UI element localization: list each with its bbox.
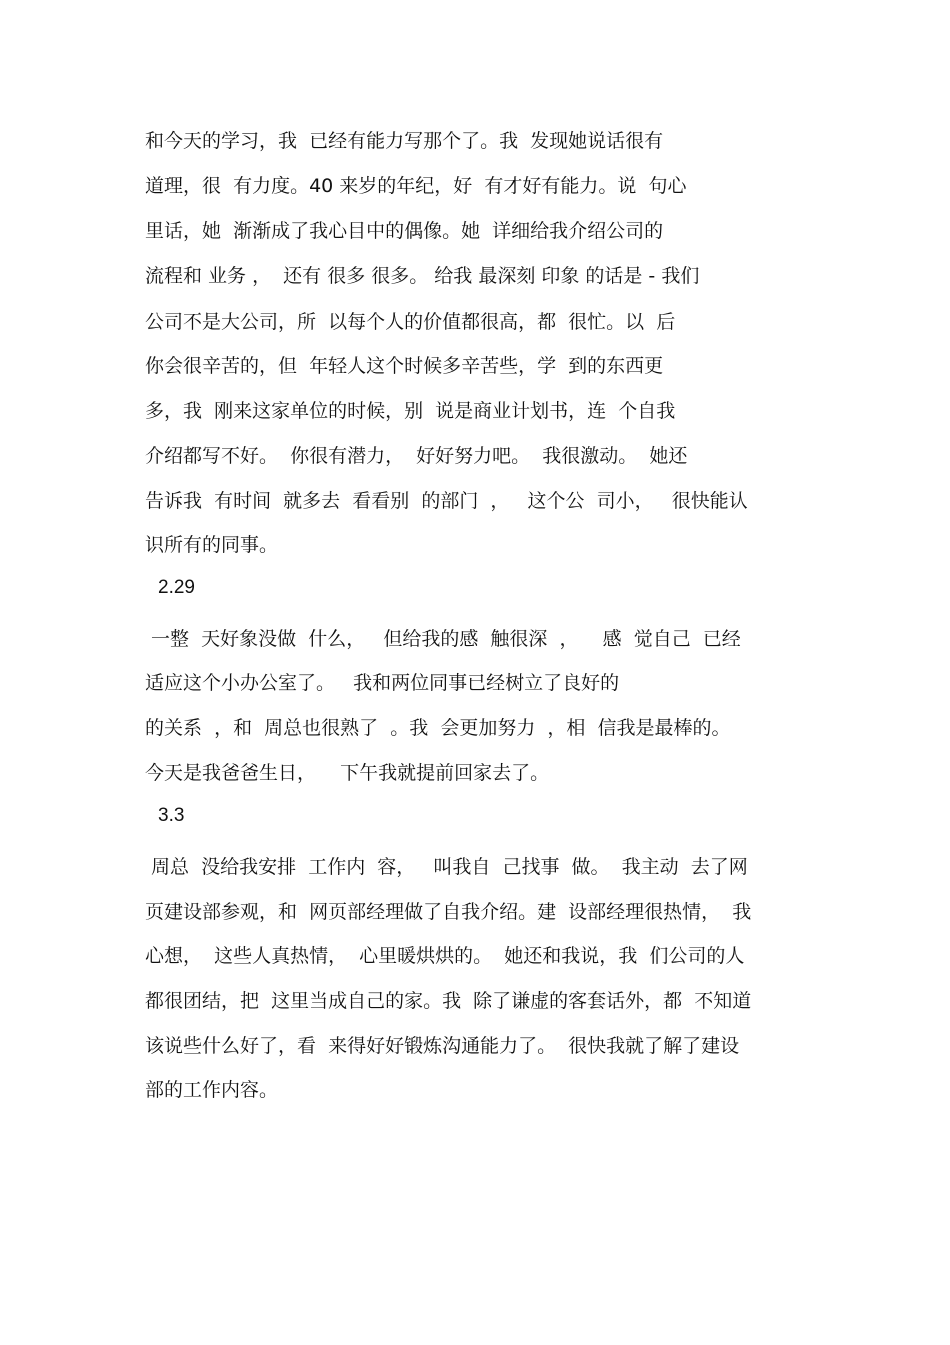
paragraph-line: 的关系 ，和 周总也很熟了 。我 会更加努力 ，相 信我是最棒的。 (145, 717, 731, 739)
paragraph-line: 心想， 这些人真热情， 心里暖烘烘的。 她还和我说，我 们公司的人 (145, 945, 745, 967)
paragraph-line: 告诉我 有时间 就多去 看看别 的部门 ， 这个公 司小， 很快能认 (145, 490, 748, 512)
paragraph-line: 今天是我爸爸生日， 下午我就提前回家去了。 (145, 762, 550, 784)
entry-date-heading: 3.3 (158, 805, 185, 826)
paragraph-line: 一整 天好象没做 什么， 但给我的感 触很深 ， 感 觉自己 已经 (145, 628, 741, 650)
paragraph-line: 流程和 业务 ， 还有 很多 很多。 给我 最深刻 印象 的话是 - 我们 (145, 265, 700, 287)
paragraph-line: 多，我 刚来这家单位的时候，别 说是商业计划书，连 个自我 (145, 400, 676, 422)
paragraph-line: 识所有的同事。 (145, 534, 279, 556)
paragraph-line: 道理，很 有力度。40 来岁的年纪，好 有才好有能力。说 句心 (145, 175, 687, 197)
paragraph-line: 周总 没给我安排 工作内 容， 叫我自 己找事 做。 我主动 去了网 (145, 856, 748, 878)
paragraph-line: 介绍都写不好。 你很有潜力， 好好努力吧。 我很激动。 她还 (145, 445, 688, 467)
paragraph-line: 该说些什么好了，看 来得好好锻炼沟通能力了。 很快我就了解了建设 (145, 1035, 740, 1057)
paragraph-line: 里话，她 渐渐成了我心目中的偶像。她 详细给我介绍公司的 (145, 220, 664, 242)
paragraph-line: 页建设部参观，和 网页部经理做了自我介绍。建 设部经理很热情， 我 (145, 901, 752, 923)
entry-date-heading: 2.29 (158, 577, 195, 598)
paragraph-line: 部的工作内容。 (145, 1079, 279, 1101)
paragraph-line: 都很团结，把 这里当成自己的家。我 除了谦虚的客套话外，都 不知道 (145, 990, 752, 1012)
paragraph-line: 和今天的学习，我 已经有能力写那个了。我 发现她说话很有 (145, 130, 664, 152)
paragraph-line: 你会很辛苦的，但 年轻人这个时候多辛苦些，学 到的东西更 (145, 355, 664, 377)
paragraph-line: 公司不是大公司，所 以每个人的价值都很高，都 很忙。以 后 (145, 311, 676, 333)
paragraph-line: 适应这个小办公室了。 我和两位同事已经树立了良好的 (145, 672, 620, 694)
